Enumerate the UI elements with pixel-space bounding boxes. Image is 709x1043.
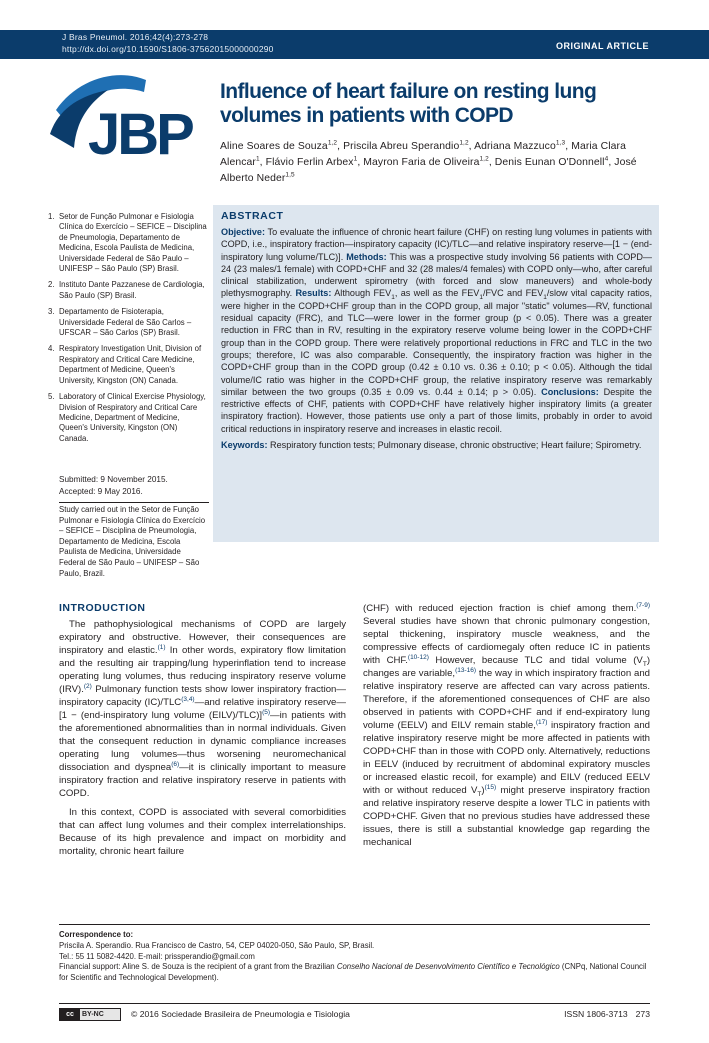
section-heading-introduction: INTRODUCTION [59,602,146,614]
author-list [220,139,660,187]
accepted-date: Accepted: 9 May 2016. [59,487,143,496]
license-label: BY-NC [82,1011,104,1018]
author: Adriana Mazzuco$^{1,3}$, [474,139,572,152]
affiliation-item: 2. Instituto Dante Pazzanese de Cardiologia, São Paulo (SP) Brasil. [48,280,205,300]
correspondence-contact: Tel.: 55 11 5082-4420. E-mail: prissperandio@gmail.com [59,951,255,961]
funding-statement: Financial support: Aline S. de Souza is the recipient of a grant from the Brazilian Conselho Nacional de Desenvolvimento Científico e Tecnológico (CNPq, National Council for Scientific and Technological Development). [59,962,647,983]
citation-link[interactable]: (7-9) [636,601,650,609]
correspondence-block [59,930,650,984]
author: Maria Clara Alencar$^1$, [220,141,626,168]
citation-link[interactable]: (15) [484,783,497,791]
paragraph: In this context, COPD is associated with several comorbidities that can affect lung volumes and their complex interrelationships. Because of its high prevalence and impact on morbidity and mortality, chronic heart failure [59,807,346,857]
logo-text: JBP [88,102,192,167]
journal-reference: J Bras Pneumol. 2016;42(4):273-278 [62,32,209,42]
keywords: Keywords: Respiratory function tests; Pulmonary disease, chronic obstructive; Heart failure; Spirometry. [221,440,642,451]
abstract-heading: ABSTRACT [221,210,284,222]
citation-link[interactable]: (1) [157,643,166,651]
jbp-logo [48,70,208,180]
citation-link[interactable]: (3,4) [181,695,195,703]
citation-link[interactable]: (17) [535,718,548,726]
citation-link[interactable]: (6) [171,760,180,768]
cc-license-badge[interactable] [59,1008,121,1021]
paragraph: (CHF) with reduced ejection fraction is chief among them.$^{(7-9)}$ Several studies have shown that chronic pulmonary congestion, septal thickening, inspiratory muscle weakness, and the compressive effects of cardiomegaly often reduce IC in patients with CHF.$^{(10-12)}$ However, because TLC and tidal volume $(V_T)$ changes are variable,$^{(13-16)}$ the way in which inspiratory fraction and relative inspiratory reserve are affected can vary across patients. Therefore, if the aforementioned consequences of CHF are also observed in patients with COPD+CHF and if end-expiratory lung volume (EELV) and EILV remain stable,$^{(17)}$ inspiratory fraction and relative inspiratory reserve might be more affected in patients with COPD+CHF than in those with COPD only. Alternatively, reductions in EELV (induced by recruitment of abdominal expiratory muscles or increased elastic recoil, for example) and EILV (reduced EELV with or without reduced $V_T)^{(15)}$ might preserve inspiratory fraction and relative inspiratory reserve despite a lower TLC in patients with COPD+CHF. Given that no previous studies have addressed these issues, there is still a substantial knowledge gap regarding the mechanical [363,601,651,848]
correspondence-address: Priscila A. Sperandio. Rua Francisco de Castro, 54, CEP 04020-050, São Paulo, SP, Brasil. [59,940,375,950]
doi-link[interactable]: http://dx.doi.org/10.1590/S1806-37562015000000290 [62,44,274,54]
page-footer [59,1008,650,1022]
correspondence-heading: Correspondence to: [59,930,134,939]
submission-dates [59,474,209,503]
issn-page: ISSN 1806-3713 273 [564,1009,650,1019]
copyright: © 2016 Sociedade Brasileira de Pneumologia e Tisiologia [131,1009,350,1019]
author: Flávio Ferlin Arbex$^1$, [265,155,364,168]
author: Priscila Abreu Sperandio$^{1,2}$, [343,139,475,152]
article-title: Influence of heart failure on resting lung volumes in patients with COPD [220,80,597,127]
paragraph: The pathophysiological mechanisms of COPD are largely expiratory and obstructive. However, their consequences are inspiratory and elastic.$^{(1)}$ In other words, expiratory flow limitation and the resulting air trapping/lung hyperinflation tend to increase operating lung volumes, thus reducing inspiratory reserve volume (IRV).$^{(2)}$ Pulmonary function tests show lower inspiratory fraction—inspiratory capacity (IC)/TLC$^{(3,4)}$—and relative inspiratory reserve—[1 − (end-inspiratory lung volume (EILV)/TLC)]$^{(5)}$—in patients with the aforementioned abnormalities than in normal individuals. Given that the consequent reduction in dynamic compliance increases operating lung volumes—thus worsening neuromechanical dissociation and dyspnea$^{(6)}$—it is clinically important to measure inspiratory fraction and relative inspiratory reserve in patients with COPD. [59,619,346,799]
abstract-text: Objective: To evaluate the influence of chronic heart failure (CHF) on resting lung volumes in patients with COPD, i.e., inspiratory fraction—inspiratory capacity (IC)/TLC—and relative inspiratory reserve—[1 − (end-inspiratory lung volume/TLC)]. Methods: This was a prospective study involving 56 patients with COPD—24 (23 males/1 female) with COPD+CHF and 32 (28 males/4 females) with COPD only—who, after careful clinical stabilization, underwent spirometry (with forced and slow maneuvers) and whole-body plethysmography. Results: Although $FEV_1$, as well as the $FEV_1$/FVC and $FEV_1$/slow vital capacity ratios, were higher in the COPD+CHF group than in the COPD group, all major "static" volumes—RV, functional residual capacity (FRC), and TLC—were lower in the former group (p < 0.05). There was a greater reduction in FRC than in RV, resulting in the expiratory reserve volume being lower in the COPD+CHF group than in the COPD group. There were relatively proportional reductions in FRC and TLC in the two groups; therefore, IC was also comparable. Consequently, the inspiratory fraction was higher in the COPD+CHF group than in the COPD group (0.42 ± 0.10 vs. 0.36 ± 0.10; p < 0.05). Although the tidal volume/IC ratio was higher in the COPD+CHF group, the relative inspiratory reserve was remarkably similar between the two groups (0.35 ± 0.09 vs. 0.44 ± 0.14; p > 0.05). Conclusions: Despite the restrictive effects of CHF, patients with COPD+CHF have relatively higher inspiratory limits (a greater inspiratory fraction). However, those patients use only a part of those limits, probably in order to avoid critical reductions in inspiratory reserve and increases in elastic recoil. [221,227,652,434]
author: Mayron Faria de Oliveira$^{1,2}$, [363,155,495,168]
study-location: Study carried out in the Setor de Função Pulmonar e Fisiologia Clínica do Exercício – SEFICE – Disciplina de Pneumologia, Departamento de Medicina, Escola Paulista de Medicina, Universidade Federal de São Paulo – UNIFESP – São Paulo, Brazil. [59,505,206,578]
journal-header-bar [0,30,709,59]
abstract-box [213,205,659,542]
divider [59,924,650,925]
affiliation-item: 1. Setor de Função Pulmonar e Fisiologia Clínica do Exercício – SEFICE – Disciplina de Pneumologia, Departamento de Medicina, Escola Paulista de Medicina, Universidade Federal de São Paulo – UNIFESP – São Paulo (SP) Brasil. [48,212,207,274]
author: José Alberto Neder$^{1,5}$ [220,157,637,184]
citation-link[interactable]: (2) [83,682,92,690]
citation-link[interactable]: (13-16) [455,666,477,674]
article-type-label: ORIGINAL ARTICLE [556,41,649,51]
citation-link[interactable]: (5) [262,708,271,716]
author: Aline Soares de Souza$^{1,2}$, [220,139,344,152]
submitted-date: Submitted: 9 November 2015. [59,475,168,484]
divider [59,1003,650,1004]
author: Denis Eunan O'Donnell$^4$, [494,155,615,168]
affiliation-item: 3. Departamento de Fisioterapia, Universidade Federal de São Carlos – UFSCAR – São Carlos (SP) Brasil. [48,307,192,338]
affiliation-item: 4. Respiratory Investigation Unit, Division of Respiratory and Critical Care Medicine, Department of Medicine, Queen's University, Kingston (ON) Canada. [48,344,202,385]
page-number: 273 [635,1009,650,1019]
body-column-right [363,602,650,849]
body-column-left [59,602,346,864]
affiliation-item: 5. Laboratory of Clinical Exercise Physiology, Division of Respiratory and Critical Care Medicine, Department of Medicine, Queen's University, Kingston (ON) Canada. [48,392,206,443]
citation-link[interactable]: (10-12) [407,653,429,661]
cc-icon: cc [60,1009,80,1020]
affiliations [48,212,208,450]
